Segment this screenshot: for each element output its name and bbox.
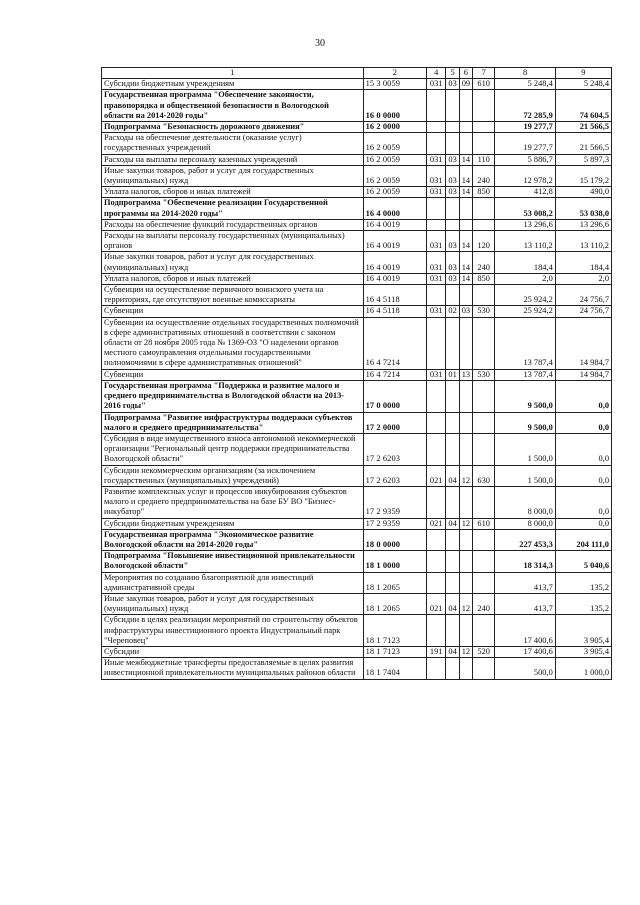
table-row xyxy=(102,369,612,380)
row-section xyxy=(446,285,459,306)
row-amount-col8: 1 500,0 xyxy=(495,465,555,486)
row-ministry: 031 xyxy=(427,231,446,252)
row-section: 04 xyxy=(446,465,459,486)
row-section: 03 xyxy=(446,187,459,198)
row-amount-col8: 412,8 xyxy=(495,187,555,198)
row-code: 17 0 0000 xyxy=(363,380,426,412)
row-section: 04 xyxy=(446,518,459,529)
header-cell: 8 xyxy=(495,68,555,79)
row-code: 17 2 9359 xyxy=(363,486,426,518)
header-cell: 7 xyxy=(472,68,494,79)
row-amount-col8: 13 296,6 xyxy=(495,219,555,230)
row-ministry: 021 xyxy=(427,518,446,529)
row-ministry: 031 xyxy=(427,369,446,380)
table-row xyxy=(102,529,612,550)
row-ministry xyxy=(427,433,446,465)
row-expense-type: 630 xyxy=(472,465,494,486)
row-ministry xyxy=(427,317,446,369)
row-expense-type xyxy=(472,529,494,550)
row-expense-type xyxy=(472,285,494,306)
row-expense-type: 530 xyxy=(472,369,494,380)
table-header-row xyxy=(102,68,612,79)
row-name: Расходы на выплаты персоналу казенных учреждений xyxy=(102,154,364,165)
row-expense-type xyxy=(472,412,494,433)
row-ministry: 021 xyxy=(427,465,446,486)
table-row xyxy=(102,122,612,133)
row-expense-type xyxy=(472,90,494,122)
row-amount-col9: 135,2 xyxy=(555,593,611,614)
row-amount-col8: 500,0 xyxy=(495,658,555,679)
budget-table xyxy=(101,67,612,680)
row-expense-type: 240 xyxy=(472,165,494,186)
row-code: 16 2 0059 xyxy=(363,154,426,165)
row-subsection: 12 xyxy=(459,593,472,614)
row-section xyxy=(446,380,459,412)
row-ministry: 021 xyxy=(427,593,446,614)
row-ministry: 031 xyxy=(427,79,446,90)
row-name: Иные межбюджетные трансферты предоставляемые в целях развития инвестиционной привлекательности муниципальных районов области xyxy=(102,658,364,679)
row-amount-col9: 490,0 xyxy=(555,187,611,198)
row-name: Субсидии некоммерческим организациям (за исключением государственных (муниципальных) учреждений) xyxy=(102,465,364,486)
row-subsection xyxy=(459,90,472,122)
row-amount-col9: 0,0 xyxy=(555,486,611,518)
table-row xyxy=(102,646,612,657)
row-name: Расходы на выплаты персоналу государственных (муниципальных) органов xyxy=(102,231,364,252)
row-subsection xyxy=(459,412,472,433)
header-cell: 6 xyxy=(459,68,472,79)
table-row xyxy=(102,154,612,165)
row-ministry xyxy=(427,412,446,433)
row-name: Государственная программа "Поддержка и развитие малого и среднего предпринимательства в Вологодской области на 2013-2016 годы" xyxy=(102,380,364,412)
row-expense-type xyxy=(472,572,494,593)
row-amount-col8: 9 500,0 xyxy=(495,380,555,412)
row-amount-col8: 1 500,0 xyxy=(495,433,555,465)
row-expense-type xyxy=(472,198,494,219)
row-name: Подпрограмма "Безопасность дорожного движения" xyxy=(102,122,364,133)
table-row xyxy=(102,658,612,679)
row-subsection xyxy=(459,285,472,306)
row-name: Субвенции xyxy=(102,306,364,317)
row-amount-col8: 413,7 xyxy=(495,572,555,593)
row-name: Субвенции xyxy=(102,369,364,380)
row-subsection: 14 xyxy=(459,165,472,186)
row-section: 04 xyxy=(446,646,459,657)
row-amount-col8: 5 248,4 xyxy=(495,79,555,90)
row-subsection xyxy=(459,219,472,230)
row-ministry xyxy=(427,529,446,550)
row-amount-col8: 184,4 xyxy=(495,252,555,273)
row-name: Расходы на обеспечение деятельности (оказание услуг) государственных учреждений xyxy=(102,133,364,154)
table-row xyxy=(102,273,612,284)
row-subsection: 14 xyxy=(459,231,472,252)
row-subsection: 14 xyxy=(459,154,472,165)
row-subsection: 12 xyxy=(459,646,472,657)
row-expense-type xyxy=(472,133,494,154)
row-amount-col9: 13 110,2 xyxy=(555,231,611,252)
row-code: 18 1 7123 xyxy=(363,646,426,657)
row-expense-type: 530 xyxy=(472,306,494,317)
row-subsection: 13 xyxy=(459,369,472,380)
row-code: 18 1 2065 xyxy=(363,593,426,614)
row-amount-col9: 5 248,4 xyxy=(555,79,611,90)
row-amount-col8: 19 277,7 xyxy=(495,133,555,154)
row-expense-type xyxy=(472,658,494,679)
row-section xyxy=(446,529,459,550)
row-section xyxy=(446,551,459,572)
row-expense-type: 520 xyxy=(472,646,494,657)
row-expense-type: 240 xyxy=(472,252,494,273)
row-amount-col8: 25 924,2 xyxy=(495,285,555,306)
row-amount-col9: 14 984,7 xyxy=(555,369,611,380)
row-name: Субсидии xyxy=(102,646,364,657)
row-code: 17 2 6203 xyxy=(363,433,426,465)
row-amount-col8: 13 110,2 xyxy=(495,231,555,252)
row-subsection xyxy=(459,317,472,369)
row-subsection: 03 xyxy=(459,306,472,317)
row-expense-type xyxy=(472,551,494,572)
row-expense-type: 120 xyxy=(472,231,494,252)
row-ministry xyxy=(427,658,446,679)
row-amount-col9: 53 038,0 xyxy=(555,198,611,219)
row-code: 16 0 0000 xyxy=(363,90,426,122)
row-section: 02 xyxy=(446,306,459,317)
table-row xyxy=(102,198,612,219)
row-subsection xyxy=(459,572,472,593)
row-name: Уплата налогов, сборов и иных платежей xyxy=(102,273,364,284)
table-row xyxy=(102,252,612,273)
table-row xyxy=(102,285,612,306)
row-name: Субвенции на осуществление первичного воинского учета на территориях, где отсутствуют военные комиссариаты xyxy=(102,285,364,306)
row-code: 17 2 6203 xyxy=(363,465,426,486)
table-row xyxy=(102,380,612,412)
table-row xyxy=(102,551,612,572)
table-row xyxy=(102,165,612,186)
row-code: 16 4 7214 xyxy=(363,369,426,380)
row-section xyxy=(446,486,459,518)
table-row xyxy=(102,306,612,317)
row-amount-col9: 0,0 xyxy=(555,465,611,486)
row-amount-col8: 13 787,4 xyxy=(495,369,555,380)
row-amount-col8: 227 453,3 xyxy=(495,529,555,550)
row-ministry: 191 xyxy=(427,646,446,657)
table-row xyxy=(102,317,612,369)
row-subsection xyxy=(459,122,472,133)
row-name: Подпрограмма "Обеспечение реализации Государственной программы на 2014-2020 годы" xyxy=(102,198,364,219)
row-name: Подпрограмма "Повышение инвестиционной привлекательности Вологодской области" xyxy=(102,551,364,572)
row-subsection xyxy=(459,551,472,572)
row-subsection xyxy=(459,615,472,647)
row-expense-type: 240 xyxy=(472,593,494,614)
row-section: 03 xyxy=(446,252,459,273)
row-section xyxy=(446,433,459,465)
table-row xyxy=(102,486,612,518)
table-row xyxy=(102,219,612,230)
row-expense-type: 610 xyxy=(472,79,494,90)
row-amount-col9: 14 984,7 xyxy=(555,317,611,369)
row-name: Субсидия в виде имущественного взноса автономной некоммерческой организации "Региональный центр поддержки предпринимательства Вологодской области" xyxy=(102,433,364,465)
row-ministry: 031 xyxy=(427,165,446,186)
row-ministry xyxy=(427,285,446,306)
row-section xyxy=(446,90,459,122)
table-row xyxy=(102,433,612,465)
row-expense-type: 850 xyxy=(472,187,494,198)
table-row xyxy=(102,572,612,593)
row-name: Иные закупки товаров, работ и услуг для государственных (муниципальных) нужд xyxy=(102,165,364,186)
row-subsection xyxy=(459,658,472,679)
row-amount-col8: 53 008,2 xyxy=(495,198,555,219)
row-amount-col8: 8 000,0 xyxy=(495,486,555,518)
row-subsection xyxy=(459,529,472,550)
row-code: 16 2 0000 xyxy=(363,122,426,133)
row-ministry xyxy=(427,551,446,572)
row-name: Субвенции на осуществление отдельных государственных полномочий в сфере административных отношений в соответствии с законом области от 28 ноября 2005 года № 1369-ОЗ "О наделении органов местного самоуправления отдельными государственными полномочиями в сфере административных отношений" xyxy=(102,317,364,369)
table-row xyxy=(102,615,612,647)
row-name: Субсидии бюджетным учреждениям xyxy=(102,518,364,529)
row-name: Государственная программа "Экономическое развитие Вологодской области на 2014-2020 годы" xyxy=(102,529,364,550)
row-section xyxy=(446,615,459,647)
row-amount-col9: 1 000,0 xyxy=(555,658,611,679)
row-code: 16 2 0059 xyxy=(363,187,426,198)
row-subsection: 14 xyxy=(459,252,472,273)
row-section xyxy=(446,122,459,133)
row-code: 18 1 0000 xyxy=(363,551,426,572)
row-amount-col8: 12 978,2 xyxy=(495,165,555,186)
row-section: 03 xyxy=(446,273,459,284)
row-code: 16 4 0019 xyxy=(363,273,426,284)
table-row xyxy=(102,518,612,529)
row-section: 01 xyxy=(446,369,459,380)
row-name: Уплата налогов, сборов и иных платежей xyxy=(102,187,364,198)
row-name: Развитие комплексных услуг и процессов инкубирования субъектов малого и среднего предпринимательства на базе БУ ВО "Бизнес-инкубатор" xyxy=(102,486,364,518)
row-amount-col9: 3 905,4 xyxy=(555,646,611,657)
row-code: 16 4 5118 xyxy=(363,285,426,306)
row-section: 04 xyxy=(446,593,459,614)
table-row xyxy=(102,412,612,433)
row-code: 15 3 0059 xyxy=(363,79,426,90)
row-ministry: 031 xyxy=(427,187,446,198)
row-amount-col8: 19 277,7 xyxy=(495,122,555,133)
row-amount-col8: 17 400,6 xyxy=(495,615,555,647)
row-expense-type: 110 xyxy=(472,154,494,165)
row-section xyxy=(446,219,459,230)
row-code: 18 0 0000 xyxy=(363,529,426,550)
row-code: 16 2 0059 xyxy=(363,133,426,154)
row-subsection: 14 xyxy=(459,273,472,284)
row-code: 16 4 0019 xyxy=(363,219,426,230)
row-code: 16 4 0019 xyxy=(363,231,426,252)
row-amount-col9: 24 756,7 xyxy=(555,285,611,306)
row-amount-col9: 2,0 xyxy=(555,273,611,284)
row-subsection: 12 xyxy=(459,518,472,529)
row-section: 03 xyxy=(446,154,459,165)
row-expense-type xyxy=(472,219,494,230)
row-amount-col8: 17 400,6 xyxy=(495,646,555,657)
row-expense-type: 850 xyxy=(472,273,494,284)
row-ministry xyxy=(427,219,446,230)
row-expense-type xyxy=(472,380,494,412)
row-amount-col9: 15 179,2 xyxy=(555,165,611,186)
row-code: 16 4 0019 xyxy=(363,252,426,273)
row-name: Подпрограмма "Развитие инфраструктуры поддержки субъектов малого и среднего предпринимательства" xyxy=(102,412,364,433)
page-number: 30 xyxy=(315,38,325,49)
table-row xyxy=(102,593,612,614)
row-ministry xyxy=(427,572,446,593)
row-amount-col8: 8 000,0 xyxy=(495,518,555,529)
table-row xyxy=(102,79,612,90)
row-amount-col9: 0,0 xyxy=(555,380,611,412)
row-name: Субсидии бюджетным учреждениям xyxy=(102,79,364,90)
row-amount-col8: 18 314,3 xyxy=(495,551,555,572)
row-subsection xyxy=(459,380,472,412)
row-code: 18 1 7404 xyxy=(363,658,426,679)
row-amount-col9: 0,0 xyxy=(555,433,611,465)
row-name: Государственная программа "Обеспечение законности, правопорядка и общественной безопасности в Вологодской области на 2014-2020 годы" xyxy=(102,90,364,122)
row-section: 03 xyxy=(446,231,459,252)
row-subsection xyxy=(459,198,472,219)
header-cell: 2 xyxy=(363,68,426,79)
row-name: Мероприятия по созданию благоприятной для инвестиций административной среды xyxy=(102,572,364,593)
row-amount-col8: 13 787,4 xyxy=(495,317,555,369)
row-subsection: 14 xyxy=(459,187,472,198)
row-amount-col9: 0,0 xyxy=(555,412,611,433)
row-expense-type xyxy=(472,615,494,647)
row-amount-col9: 21 566,5 xyxy=(555,133,611,154)
row-amount-col8: 413,7 xyxy=(495,593,555,614)
row-subsection xyxy=(459,133,472,154)
row-subsection: 12 xyxy=(459,465,472,486)
row-amount-col8: 9 500,0 xyxy=(495,412,555,433)
row-amount-col9: 135,2 xyxy=(555,572,611,593)
row-amount-col8: 5 886,7 xyxy=(495,154,555,165)
row-amount-col9: 5 897,3 xyxy=(555,154,611,165)
row-code: 17 2 9359 xyxy=(363,518,426,529)
row-code: 18 1 2065 xyxy=(363,572,426,593)
table-row xyxy=(102,133,612,154)
row-amount-col9: 74 604,5 xyxy=(555,90,611,122)
row-ministry: 031 xyxy=(427,273,446,284)
header-cell: 5 xyxy=(446,68,459,79)
row-section: 03 xyxy=(446,165,459,186)
row-amount-col9: 13 296,6 xyxy=(555,219,611,230)
table-row xyxy=(102,187,612,198)
row-amount-col9: 3 905,4 xyxy=(555,615,611,647)
row-section xyxy=(446,572,459,593)
row-expense-type xyxy=(472,317,494,369)
row-name: Расходы на обеспечение функций государственных органов xyxy=(102,219,364,230)
row-amount-col8: 25 924,2 xyxy=(495,306,555,317)
row-subsection xyxy=(459,486,472,518)
row-name: Иные закупки товаров, работ и услуг для государственных (муниципальных) нужд xyxy=(102,252,364,273)
table-row xyxy=(102,90,612,122)
row-section: 03 xyxy=(446,79,459,90)
row-ministry: 031 xyxy=(427,252,446,273)
row-subsection: 09 xyxy=(459,79,472,90)
row-amount-col9: 204 111,0 xyxy=(555,529,611,550)
row-section xyxy=(446,133,459,154)
row-ministry: 031 xyxy=(427,306,446,317)
table-row xyxy=(102,231,612,252)
row-amount-col8: 72 285,9 xyxy=(495,90,555,122)
row-amount-col9: 5 040,6 xyxy=(555,551,611,572)
row-amount-col9: 21 566,5 xyxy=(555,122,611,133)
row-name: Субсидии в целях реализации мероприятий по строительству объектов инфраструктуры инвестиционного проекта Индустриальный парк "Череповец" xyxy=(102,615,364,647)
row-subsection xyxy=(459,433,472,465)
row-ministry xyxy=(427,122,446,133)
row-section xyxy=(446,198,459,219)
header-cell: 1 xyxy=(102,68,364,79)
row-expense-type xyxy=(472,122,494,133)
row-amount-col9: 184,4 xyxy=(555,252,611,273)
row-amount-col9: 24 756,7 xyxy=(555,306,611,317)
row-code: 16 2 0059 xyxy=(363,165,426,186)
row-ministry: 031 xyxy=(427,154,446,165)
row-ministry xyxy=(427,486,446,518)
row-ministry xyxy=(427,133,446,154)
table-row xyxy=(102,465,612,486)
row-code: 16 4 0000 xyxy=(363,198,426,219)
row-ministry xyxy=(427,380,446,412)
row-code: 17 2 0000 xyxy=(363,412,426,433)
row-section xyxy=(446,412,459,433)
row-code: 16 4 5118 xyxy=(363,306,426,317)
row-section xyxy=(446,658,459,679)
row-code: 16 4 7214 xyxy=(363,317,426,369)
row-ministry xyxy=(427,90,446,122)
row-expense-type: 610 xyxy=(472,518,494,529)
row-code: 18 1 7123 xyxy=(363,615,426,647)
row-expense-type xyxy=(472,433,494,465)
header-cell: 9 xyxy=(555,68,611,79)
row-amount-col9: 0,0 xyxy=(555,518,611,529)
row-section xyxy=(446,317,459,369)
row-ministry xyxy=(427,615,446,647)
row-ministry xyxy=(427,198,446,219)
row-expense-type xyxy=(472,486,494,518)
header-cell: 4 xyxy=(427,68,446,79)
row-amount-col8: 2,0 xyxy=(495,273,555,284)
row-name: Иные закупки товаров, работ и услуг для государственных (муниципальных) нужд xyxy=(102,593,364,614)
